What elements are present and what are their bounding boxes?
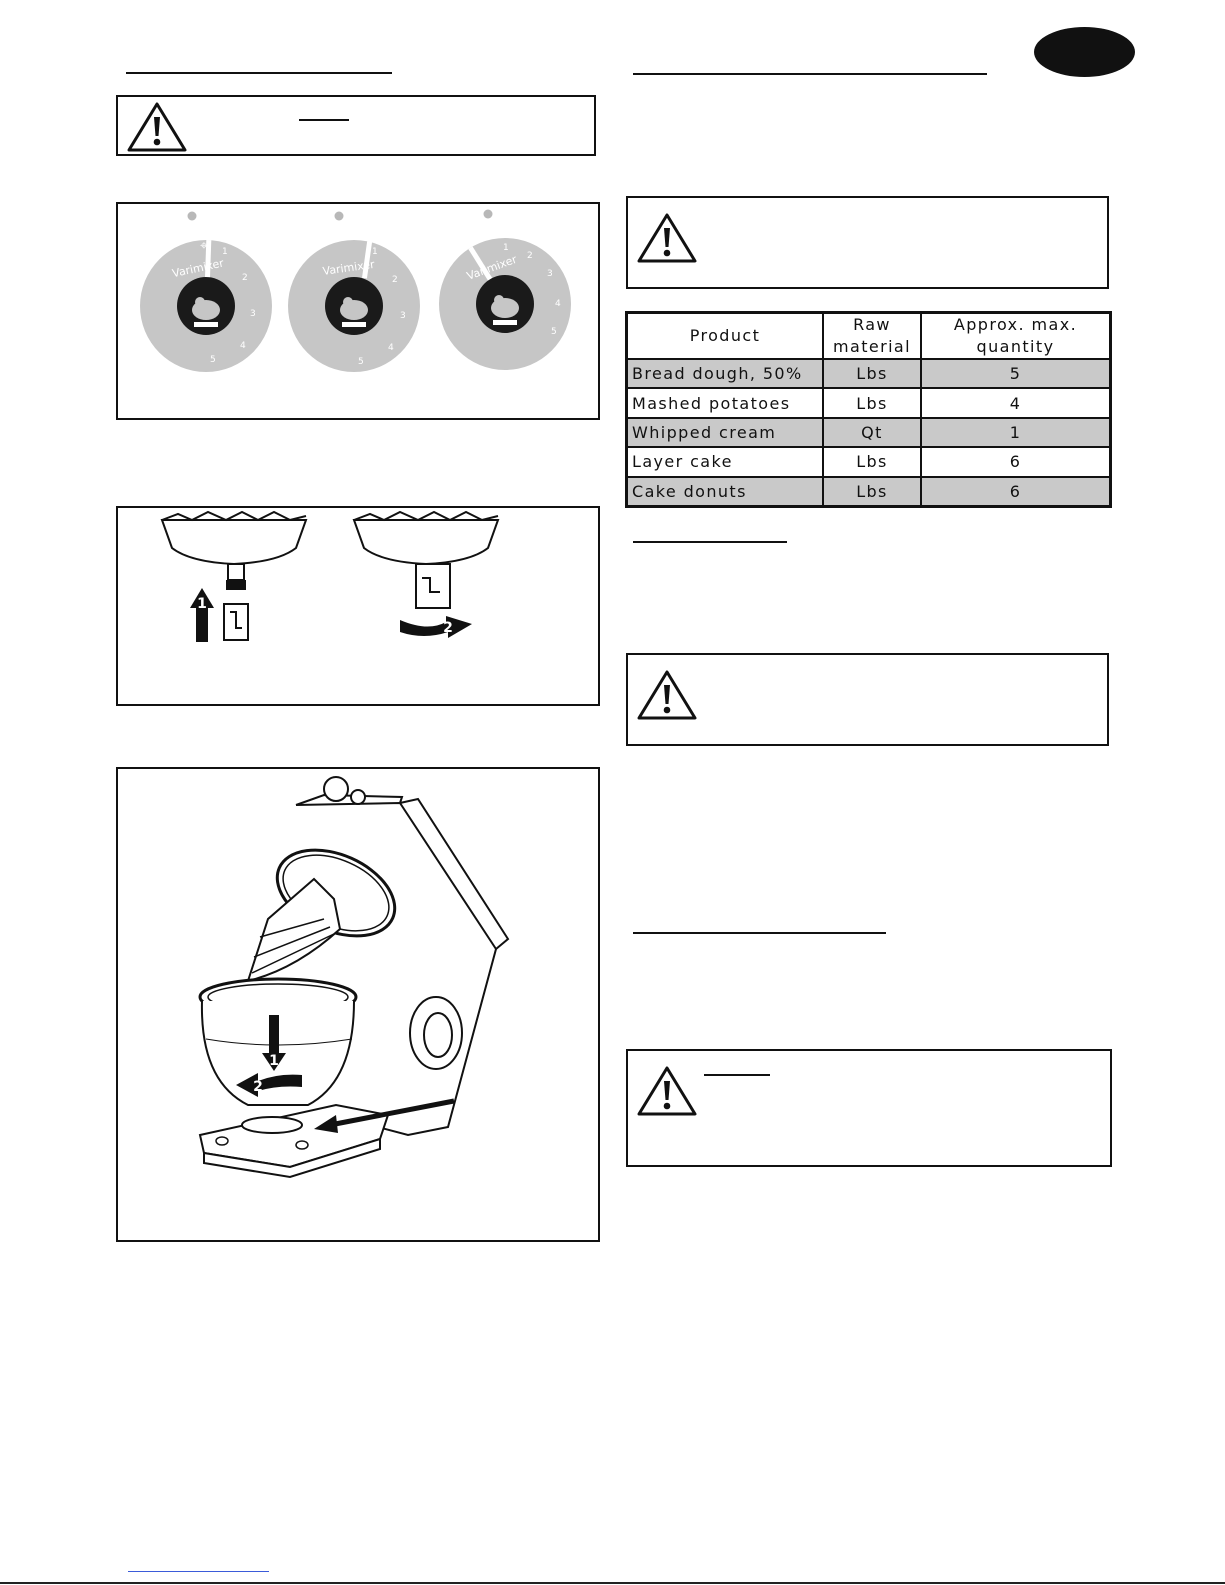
header-line: Raw — [853, 315, 891, 334]
indicator-dot — [188, 212, 197, 221]
table-row — [627, 418, 1111, 447]
page-language-tab — [1034, 27, 1135, 77]
quantity-cell: 5 — [921, 359, 1111, 388]
warning-triangle-icon — [636, 1065, 698, 1117]
svg-text:2: 2 — [392, 275, 398, 285]
indicator-dot — [484, 210, 493, 219]
step-label: 2 — [253, 1079, 263, 1095]
column-header-max-quantity — [921, 313, 1111, 360]
product-cell: Cake donuts — [627, 477, 824, 507]
warning-label-underline — [299, 119, 349, 121]
warning-triangle-icon — [636, 212, 698, 264]
table-row — [627, 447, 1111, 476]
step-label: 1 — [197, 596, 207, 612]
quantity-cell: 6 — [921, 447, 1111, 476]
warning-label-underline — [704, 1074, 770, 1076]
svg-text:2: 2 — [242, 273, 248, 283]
warning-box — [116, 95, 596, 156]
warning-box — [626, 196, 1109, 289]
speed-dial — [439, 238, 571, 370]
attachment-illustration — [118, 508, 598, 704]
header-line: material — [833, 337, 911, 356]
mixer-head-left — [162, 512, 306, 640]
svg-text:Varimixer: Varimixer — [171, 256, 225, 281]
svg-text:1: 1 — [372, 247, 378, 257]
warning-triangle-icon — [636, 669, 698, 721]
section-heading-rule — [126, 72, 392, 74]
max-quantity-table — [625, 311, 1112, 508]
header-line: Approx. max. — [953, 315, 1078, 334]
svg-text:Varimixer: Varimixer — [465, 252, 519, 283]
arrow-up-icon — [190, 588, 214, 642]
svg-text:5: 5 — [210, 355, 216, 365]
mixer-bowl-figure — [116, 767, 600, 1242]
svg-text:3: 3 — [400, 311, 406, 321]
product-cell: Mashed potatoes — [627, 388, 824, 417]
svg-text:Varimixer: Varimixer — [321, 257, 376, 278]
subsection-heading-rule — [633, 932, 886, 934]
warning-triangle-icon — [126, 101, 188, 153]
svg-text:1: 1 — [503, 243, 509, 253]
quantity-cell: 6 — [921, 477, 1111, 507]
unit-cell: Qt — [823, 418, 921, 447]
quantity-cell: 4 — [921, 388, 1111, 417]
arrow-right-curved-icon — [400, 616, 472, 638]
svg-text:4: 4 — [555, 299, 561, 309]
quantity-cell: 1 — [921, 418, 1111, 447]
svg-text:4: 4 — [240, 341, 246, 351]
svg-text:3: 3 — [547, 269, 553, 279]
mixer-illustration — [118, 769, 598, 1240]
section-heading-rule — [633, 73, 987, 75]
unit-cell: Lbs — [823, 477, 921, 507]
table-row — [627, 359, 1111, 388]
step-label: 1 — [269, 1053, 279, 1069]
warning-box — [626, 1049, 1112, 1167]
unit-cell: Lbs — [823, 447, 921, 476]
table-row — [627, 388, 1111, 417]
attachment-figure — [116, 506, 600, 706]
subsection-heading-rule — [633, 541, 787, 543]
step-label: 2 — [443, 620, 453, 636]
speed-dial-figure — [116, 202, 600, 420]
product-cell: Bread dough, 50% — [627, 359, 824, 388]
footer-link-underline[interactable] — [128, 1571, 269, 1572]
table-row — [627, 477, 1111, 507]
svg-text:5: 5 — [358, 357, 364, 367]
speed-dial — [288, 240, 420, 372]
svg-text:5: 5 — [551, 327, 557, 337]
indicator-dot — [335, 212, 344, 221]
svg-text:3: 3 — [250, 309, 256, 319]
column-header-raw-material — [823, 313, 921, 360]
column-header-product — [627, 313, 824, 360]
warning-box — [626, 653, 1109, 746]
header-line: quantity — [976, 337, 1055, 356]
svg-text:4: 4 — [388, 343, 394, 353]
unit-cell: Lbs — [823, 388, 921, 417]
speed-dials — [118, 204, 598, 418]
mixer-head-right — [354, 512, 498, 608]
speed-dial — [140, 238, 272, 372]
page-bottom-edge — [0, 1582, 1225, 1584]
product-cell: Whipped cream — [627, 418, 824, 447]
product-cell: Layer cake — [627, 447, 824, 476]
header-line: Product — [689, 326, 761, 345]
unit-cell: Lbs — [823, 359, 921, 388]
svg-text:1: 1 — [222, 247, 228, 257]
svg-text:⌖: ⌖ — [200, 238, 208, 254]
svg-text:2: 2 — [527, 251, 533, 261]
